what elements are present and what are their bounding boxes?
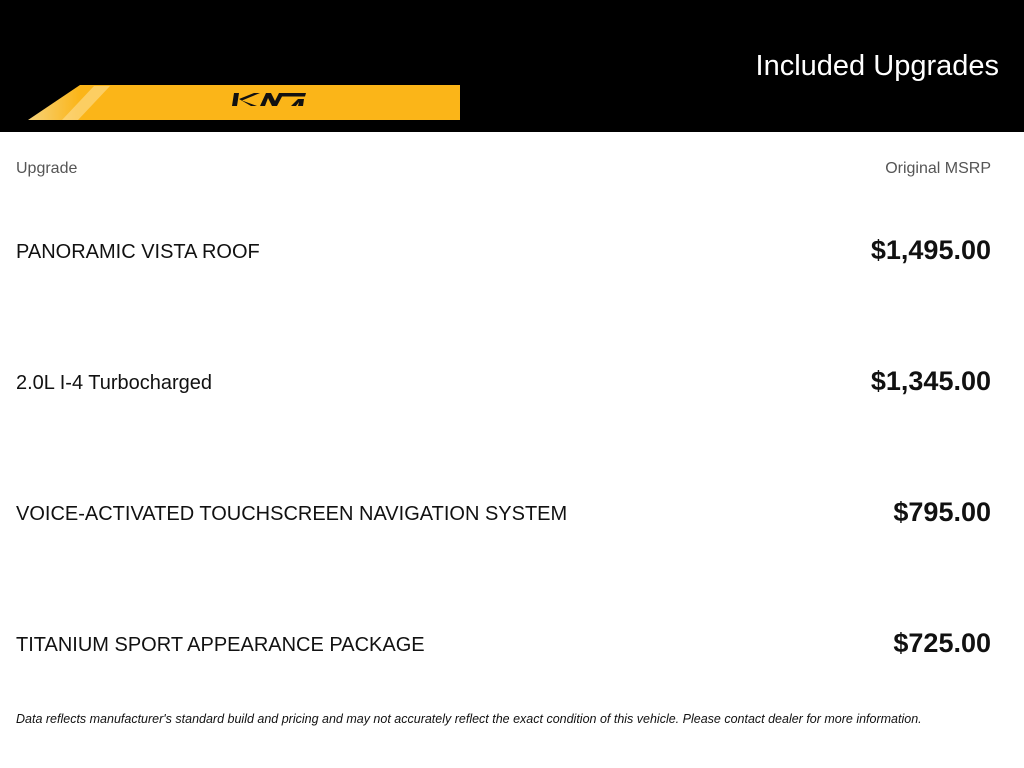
upgrade-price: $1,345.00 <box>870 366 991 396</box>
table-column-headers <box>16 160 991 180</box>
column-header-upgrade: Upgrade <box>16 160 78 177</box>
upgrade-price: $1,495.00 <box>870 235 991 265</box>
upgrade-name: VOICE-ACTIVATED TOUCHSCREEN NAVIGATION SYSTEM <box>16 503 568 525</box>
disclaimer-text: Data reflects manufacturer's standard build and pricing and may not accurately reflect the exact condition of this vehicle. Please contact dealer for more information. <box>16 712 922 726</box>
column-header-msrp: Original MSRP <box>885 160 991 177</box>
upgrade-row <box>16 339 991 470</box>
upgrade-row <box>16 470 991 601</box>
upgrade-price: $725.00 <box>893 628 991 658</box>
page-title: Included Upgrades <box>755 50 999 82</box>
upgrade-list <box>16 208 991 732</box>
kia-logo-banner <box>28 85 460 120</box>
upgrade-name: 2.0L I-4 Turbocharged <box>16 372 213 394</box>
page-header <box>0 0 1024 132</box>
upgrade-price: $795.00 <box>893 497 991 527</box>
upgrade-name: TITANIUM SPORT APPEARANCE PACKAGE <box>16 634 425 656</box>
upgrade-row <box>16 208 991 339</box>
upgrade-name: PANORAMIC VISTA ROOF <box>16 241 260 263</box>
